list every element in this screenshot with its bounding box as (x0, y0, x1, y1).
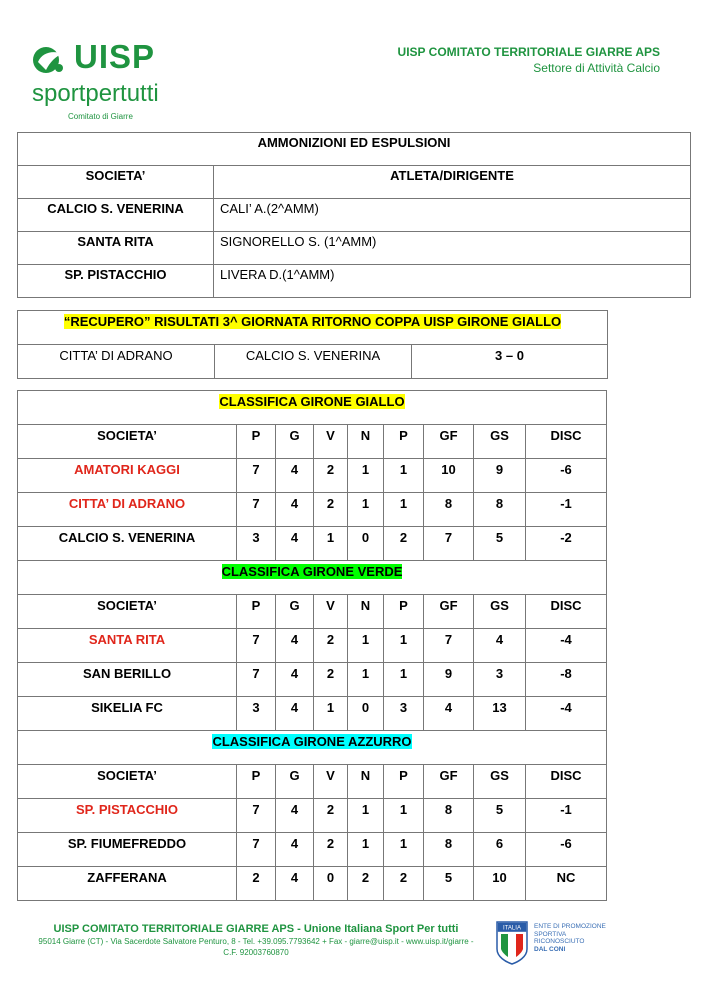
column-header: GF (424, 765, 474, 799)
match-away-team: CALCIO S. VENERINA (215, 345, 412, 379)
column-header: N (348, 425, 384, 459)
table-row (18, 232, 691, 265)
stat-cell: 1 (348, 493, 384, 527)
stat-cell: -8 (526, 663, 607, 697)
logo-tagline: sportpertutti (32, 80, 159, 107)
column-header: DISC (526, 425, 607, 459)
team-name: SP. FIUMEFREDDO (18, 833, 237, 867)
group-title-cell (18, 391, 607, 425)
group-title: CLASSIFICA GIRONE GIALLO (219, 394, 405, 409)
stat-cell: 10 (474, 867, 526, 901)
column-header: P (384, 425, 424, 459)
stat-cell: 4 (276, 663, 314, 697)
header-sector: Settore di Attività Calcio (533, 61, 660, 75)
stat-cell: 13 (474, 697, 526, 731)
column-header: GS (474, 765, 526, 799)
group-title-cell (18, 731, 607, 765)
stat-cell: 7 (237, 799, 276, 833)
stat-cell: 2 (314, 799, 348, 833)
stat-cell: 0 (348, 697, 384, 731)
team-name: CITTA’ DI ADRANO (18, 493, 237, 527)
column-header: P (237, 425, 276, 459)
stat-cell: 1 (384, 799, 424, 833)
discipline-societa: SANTA RITA (18, 232, 214, 265)
team-name: SP. PISTACCHIO (18, 799, 237, 833)
column-header: DISC (526, 595, 607, 629)
column-header: P (384, 765, 424, 799)
column-header: GS (474, 425, 526, 459)
header-org-block (398, 44, 660, 76)
stat-cell: 4 (276, 799, 314, 833)
discipline-atleta: LIVERA D.(1^AMM) (214, 265, 691, 298)
stat-cell: 2 (384, 527, 424, 561)
group-title-row (18, 561, 607, 595)
footer (36, 922, 476, 958)
table-row (18, 199, 691, 232)
column-header: SOCIETA’ (18, 595, 237, 629)
discipline-societa: CALCIO S. VENERINA (18, 199, 214, 232)
team-name: AMATORI KAGGI (18, 459, 237, 493)
footer-tax-code: C.F. 92003760870 (223, 948, 289, 957)
stat-cell: NC (526, 867, 607, 901)
stat-cell: 2 (384, 867, 424, 901)
uisp-emblem-icon (32, 44, 68, 76)
stat-cell: 4 (276, 527, 314, 561)
standings-table (17, 390, 607, 901)
stat-cell: 7 (237, 493, 276, 527)
column-header: P (237, 595, 276, 629)
team-name: SANTA RITA (18, 629, 237, 663)
table-row (18, 697, 607, 731)
coni-text-line: ENTE DI PROMOZIONE (534, 923, 606, 930)
stat-cell: 7 (424, 527, 474, 561)
stat-cell: 2 (348, 867, 384, 901)
team-name: SIKELIA FC (18, 697, 237, 731)
footer-address: 95014 Giarre (CT) - Via Sacerdote Salvatore Penturo, 8 - Tel. +39.095.7793642 + Fax - giarre@uisp.it - www.uisp.it/giarre - (38, 937, 474, 946)
stat-cell: -1 (526, 799, 607, 833)
team-name: ZAFFERANA (18, 867, 237, 901)
column-header: G (276, 765, 314, 799)
stat-cell: 4 (424, 697, 474, 731)
header-row (18, 425, 607, 459)
italy-shield-icon (496, 921, 528, 965)
stat-cell: 8 (474, 493, 526, 527)
column-header: P (384, 595, 424, 629)
stat-cell: 4 (276, 493, 314, 527)
column-header: SOCIETA’ (18, 425, 237, 459)
stat-cell: 1 (384, 459, 424, 493)
column-header: N (348, 595, 384, 629)
column-header: G (276, 595, 314, 629)
stat-cell: 8 (424, 833, 474, 867)
stat-cell: -4 (526, 697, 607, 731)
stat-cell: 6 (474, 833, 526, 867)
team-name: CALCIO S. VENERINA (18, 527, 237, 561)
discipline-table (17, 132, 691, 298)
stat-cell: 7 (424, 629, 474, 663)
column-header: GF (424, 595, 474, 629)
stat-cell: 1 (314, 527, 348, 561)
stat-cell: 1 (348, 833, 384, 867)
stat-cell: 7 (237, 459, 276, 493)
stat-cell: -6 (526, 833, 607, 867)
stat-cell: -4 (526, 629, 607, 663)
stat-cell: -6 (526, 459, 607, 493)
footer-org: UISP COMITATO TERRITORIALE GIARRE APS - Unione Italiana Sport Per tutti (53, 923, 459, 935)
stat-cell: 4 (276, 629, 314, 663)
logo-brand: UISP (74, 38, 156, 75)
match-home-team: CITTA’ DI ADRANO (18, 345, 215, 379)
column-header: V (314, 765, 348, 799)
stat-cell: 2 (314, 833, 348, 867)
table-row (18, 459, 607, 493)
column-header: G (276, 425, 314, 459)
header-row (18, 765, 607, 799)
table-row (18, 493, 607, 527)
stat-cell: 1 (384, 833, 424, 867)
standings-body (18, 391, 607, 901)
table-row (18, 867, 607, 901)
stat-cell: 3 (237, 527, 276, 561)
table-row (18, 833, 607, 867)
stat-cell: -1 (526, 493, 607, 527)
discipline-col-societa: SOCIETA’ (18, 166, 214, 199)
stat-cell: 7 (237, 833, 276, 867)
stat-cell: 0 (314, 867, 348, 901)
stat-cell: 2 (314, 459, 348, 493)
coni-text-line: SPORTIVA (534, 930, 567, 938)
column-header: GS (474, 595, 526, 629)
stat-cell: -2 (526, 527, 607, 561)
column-header: V (314, 425, 348, 459)
table-row (18, 629, 607, 663)
coni-badge (494, 921, 614, 967)
table-row (18, 265, 691, 298)
stat-cell: 1 (348, 663, 384, 697)
stat-cell: 9 (424, 663, 474, 697)
discipline-col-atleta: ATLETA/DIRIGENTE (214, 166, 691, 199)
discipline-atleta: CALI’ A.(2^AMM) (214, 199, 691, 232)
coni-flag-label: ITALIA (503, 925, 521, 932)
table-row (18, 799, 607, 833)
recupero-title: “RECUPERO” RISULTATI 3^ GIORNATA RITORNO COPPA UISP GIRONE GIALLO (63, 314, 562, 329)
stat-cell: 5 (474, 527, 526, 561)
header-org: UISP COMITATO TERRITORIALE GIARRE APS (397, 45, 660, 59)
recupero-table (17, 310, 608, 379)
header-row (18, 595, 607, 629)
stat-cell: 1 (348, 459, 384, 493)
column-header: DISC (526, 765, 607, 799)
discipline-atleta: SIGNORELLO S. (1^AMM) (214, 232, 691, 265)
stat-cell: 2 (237, 867, 276, 901)
stat-cell: 1 (384, 663, 424, 697)
stat-cell: 4 (276, 833, 314, 867)
stat-cell: 0 (348, 527, 384, 561)
stat-cell: 1 (348, 629, 384, 663)
stat-cell: 1 (348, 799, 384, 833)
stat-cell: 2 (314, 629, 348, 663)
coni-text-line: DAL CONI (534, 945, 566, 953)
stat-cell: 5 (474, 799, 526, 833)
stat-cell: 4 (474, 629, 526, 663)
column-header: P (237, 765, 276, 799)
coni-text (534, 923, 606, 953)
group-title: CLASSIFICA GIRONE AZZURRO (212, 734, 412, 749)
stat-cell: 4 (276, 697, 314, 731)
group-title-row (18, 391, 607, 425)
stat-cell: 1 (314, 697, 348, 731)
stat-cell: 4 (276, 867, 314, 901)
uisp-logo (30, 38, 180, 128)
stat-cell: 8 (424, 799, 474, 833)
coni-text-line: RICONOSCIUTO (534, 938, 585, 945)
stat-cell: 1 (384, 629, 424, 663)
table-row (18, 345, 608, 379)
table-row (18, 663, 607, 697)
stat-cell: 7 (237, 663, 276, 697)
column-header: SOCIETA’ (18, 765, 237, 799)
match-score: 3 – 0 (412, 345, 608, 379)
group-title: CLASSIFICA GIRONE VERDE (221, 564, 403, 579)
stat-cell: 5 (424, 867, 474, 901)
stat-cell: 3 (384, 697, 424, 731)
stat-cell: 2 (314, 663, 348, 697)
stat-cell: 3 (237, 697, 276, 731)
stat-cell: 4 (276, 459, 314, 493)
team-name: SAN BERILLO (18, 663, 237, 697)
stat-cell: 9 (474, 459, 526, 493)
stat-cell: 1 (384, 493, 424, 527)
stat-cell: 2 (314, 493, 348, 527)
logo-committee: Comitato di Giarre (68, 112, 133, 121)
stat-cell: 8 (424, 493, 474, 527)
group-title-row (18, 731, 607, 765)
stat-cell: 3 (474, 663, 526, 697)
discipline-societa: SP. PISTACCHIO (18, 265, 214, 298)
stat-cell: 10 (424, 459, 474, 493)
group-title-cell (18, 561, 607, 595)
column-header: V (314, 595, 348, 629)
table-row (18, 527, 607, 561)
stat-cell: 7 (237, 629, 276, 663)
discipline-title: AMMONIZIONI ED ESPULSIONI (18, 133, 691, 166)
column-header: GF (424, 425, 474, 459)
column-header: N (348, 765, 384, 799)
